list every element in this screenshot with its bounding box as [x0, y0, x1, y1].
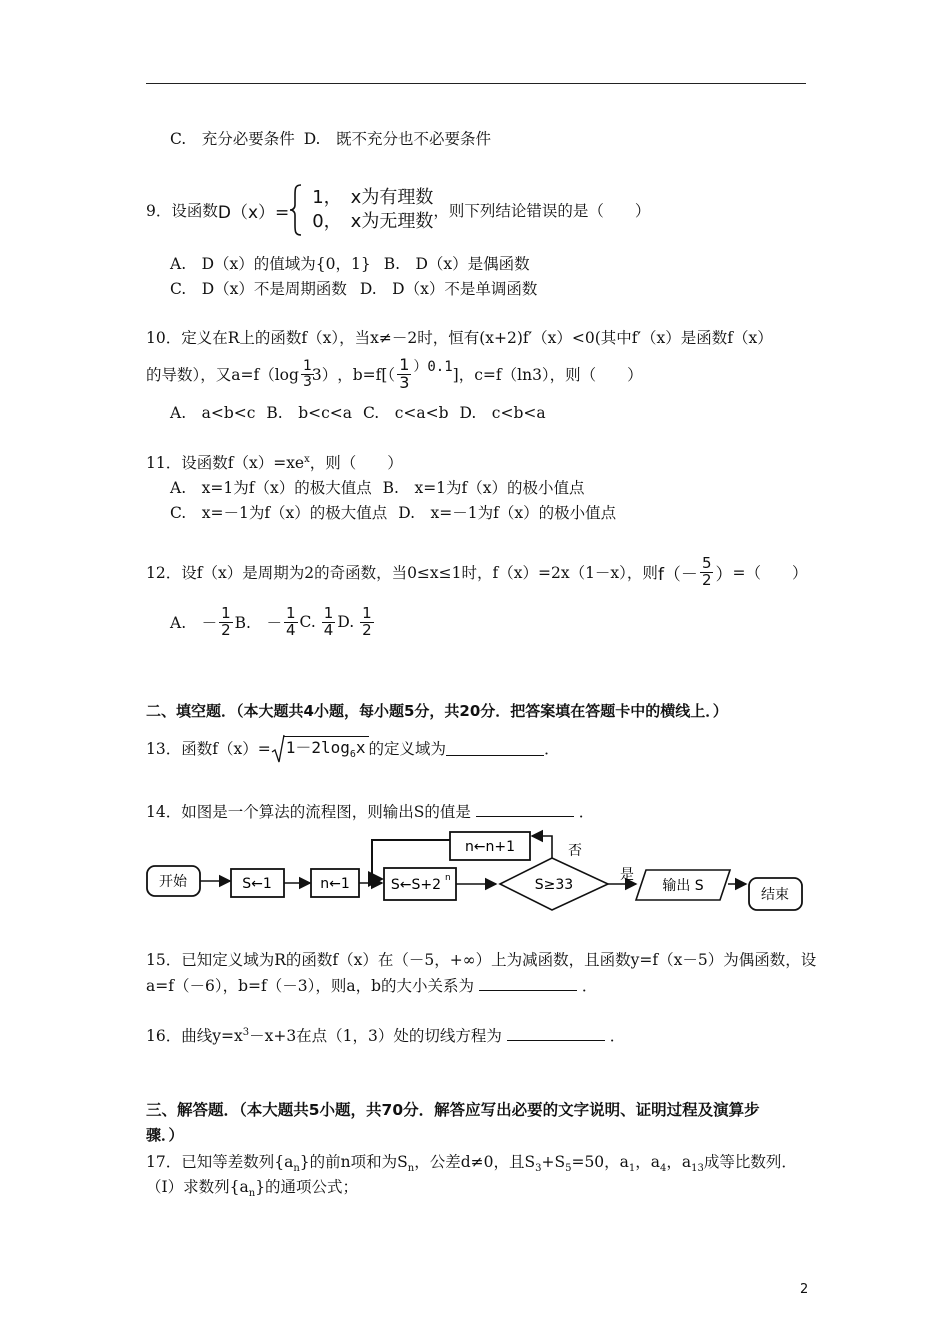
q11-sup: x — [304, 453, 310, 465]
q17-t2: }的前n项和为S — [299, 1153, 408, 1171]
q11-options-row2 — [170, 501, 616, 523]
q10-pow-num: 1 — [399, 354, 410, 374]
q13-suffix: 的定义域为 — [368, 740, 447, 758]
q10-option-b: B. b<c<a — [266, 404, 353, 422]
q11-option-a: A. x=1为f（x）的极大值点 — [170, 479, 372, 497]
flow-no-label: 否 — [568, 843, 582, 859]
q12-stem — [146, 552, 807, 592]
q15-answer-blank[interactable] — [479, 976, 577, 991]
q17-sub-a1: 1 — [628, 1163, 636, 1175]
q17-t1: 17．已知等差数列{a — [146, 1153, 294, 1171]
q9-option-d: D. D（x）不是单调函数 — [359, 280, 538, 298]
q12-option-b-label: B. － — [234, 614, 282, 632]
q17-part1-a: （Ⅰ）求数列{a — [146, 1178, 249, 1196]
q12-option-a-label: A. － — [170, 614, 218, 632]
q13-prefix: 13．函数f（x）= — [146, 740, 271, 758]
q8-option-d: D. 既不充分也不必要条件 — [303, 130, 491, 148]
header-rule — [146, 83, 806, 84]
q17-part1 — [146, 1175, 358, 1199]
q16-prefix: 16．曲线y=x — [146, 1027, 243, 1045]
q14-answer-blank[interactable] — [476, 802, 574, 817]
flow-s-update-label: S←S+2 — [390, 877, 442, 893]
flow-arrow-no — [532, 836, 552, 858]
q16-middle: －x+3在点（1，3）处的切线方程为 — [249, 1027, 502, 1045]
q12-option-b-fraction — [284, 603, 298, 639]
q11-stem — [146, 451, 403, 473]
q15-line2 — [146, 974, 597, 996]
flow-n-update-label: n←n+1 — [464, 839, 516, 855]
flow-start-label: 开始 — [159, 874, 187, 890]
q10-log-num: 1 — [302, 357, 312, 374]
q17-sub-a4: 4 — [660, 1163, 667, 1175]
q16-stem — [146, 1024, 625, 1046]
q9-case-1: 1， x为有理数 — [312, 186, 434, 208]
page-number: 2 — [800, 1282, 809, 1297]
q12-d-den: 2 — [362, 620, 372, 639]
q11-option-b: B. x=1为f（x）的极小值点 — [382, 479, 585, 497]
q14-stem-text: 14．如图是一个算法的流程图，则输出S的值是 — [146, 803, 471, 821]
q13-radicand-tail: x — [355, 738, 366, 758]
q14-stem — [146, 800, 594, 822]
q8-option-c: C. 充分必要条件 — [170, 130, 295, 148]
q9-option-a: A. D（x）的值域为{0，1} — [170, 255, 371, 273]
q11-option-c: C. x=－1为f（x）的极大值点 — [170, 504, 388, 522]
flow-s-init-label: S←1 — [242, 876, 272, 892]
q13-radicand — [283, 736, 369, 761]
q10-text-c: ]，c=f（ln3），则（ ） — [452, 366, 643, 384]
q17-sub1: n — [293, 1163, 300, 1175]
q9-stem — [146, 180, 650, 240]
q13-stem — [146, 730, 560, 766]
q17-part1-b: }的通项公式； — [255, 1178, 359, 1196]
q12-f-prefix: f（－ — [657, 564, 698, 585]
q17-t7: ，a — [666, 1153, 692, 1171]
q11-option-d: D. x=－1为f（x）的极小值点 — [398, 504, 617, 522]
q12-option-d-fraction — [360, 603, 374, 639]
q10-pow-den: 3 — [399, 372, 410, 392]
q9-option-c: C. D（x）不是周期函数 — [170, 280, 347, 298]
q16-end: ． — [609, 1027, 626, 1045]
q15-line1: 15．已知定义域为R的函数f（x）在（－5，+∞）上为减函数，且函数y=f（x－5）为偶函数，设 — [146, 951, 817, 969]
q12-f-suffix: ） — [715, 564, 733, 585]
q10-pow-exp: ）0.1 — [413, 359, 453, 375]
q17-line1 — [146, 1150, 797, 1174]
q11-options-row1 — [170, 476, 585, 498]
q9-case-2: 0， x为无理数 — [312, 211, 434, 232]
flowchart — [140, 826, 810, 918]
q10-pow-fraction — [397, 354, 411, 392]
q12-f-den: 2 — [701, 570, 712, 589]
q9-options-row2 — [170, 277, 537, 299]
q12-options — [170, 600, 376, 644]
q12-option-c-label: C. — [299, 613, 316, 631]
q13-sqrt — [271, 735, 369, 760]
q17-sub-a13: 13 — [691, 1163, 704, 1175]
q13-answer-blank[interactable] — [446, 741, 544, 756]
q9-suffix: ，则下列结论错误的是（ ） — [433, 202, 651, 220]
q13-sub: 6 — [349, 749, 356, 761]
q15-line2-text: a=f（－6），b=f（－3），则a，b的大小关系为 — [146, 977, 474, 995]
q15-end: ． — [581, 977, 598, 995]
q12-d-num: 1 — [362, 603, 372, 622]
q14-end: ． — [578, 803, 595, 821]
q13-end: ． — [544, 740, 560, 758]
flow-output-label: 输出 S — [662, 878, 704, 894]
q16-answer-blank[interactable] — [507, 1026, 605, 1041]
q16-sup: 3 — [242, 1026, 250, 1038]
q10-log-den: 3 — [302, 373, 312, 390]
q12-b-num: 1 — [286, 603, 296, 622]
q12-stem-tail: =（ ） — [732, 564, 808, 582]
q12-option-a-fraction — [219, 603, 233, 639]
q9-func: D（x）= — [217, 202, 290, 223]
q10-line2 — [146, 352, 643, 396]
q12-c-den: 4 — [323, 620, 334, 639]
q12-b-den: 4 — [286, 620, 296, 639]
q17-t3: ，公差d≠0，且S — [414, 1153, 536, 1171]
flow-n-init-label: n←1 — [320, 876, 350, 892]
flow-end-label: 结束 — [761, 887, 789, 903]
q12-option-c-fraction — [322, 603, 336, 639]
q9-piecewise — [289, 183, 433, 237]
section-3-title-line2: 骤．） — [146, 1126, 184, 1144]
q10-options — [170, 401, 546, 423]
q9-prefix: 9．设函数 — [146, 202, 218, 220]
q9-option-b: B. D（x）是偶函数 — [383, 255, 530, 273]
q8-options — [170, 127, 491, 149]
q10-option-d: D. c<b<a — [459, 404, 546, 422]
q12-f-num: 5 — [701, 553, 712, 572]
q9-options-row1 — [170, 252, 530, 274]
flow-yes-label: 是 — [620, 867, 634, 883]
q17-t6: ，a — [635, 1153, 661, 1171]
flow-condition-label: S≥33 — [534, 877, 574, 893]
q12-stem-text: 12．设f（x）是周期为2的奇函数，当0≤x≤1时，f（x）=2x（1－x），则 — [146, 564, 658, 582]
q12-c-num: 1 — [323, 603, 334, 622]
q10-option-c: C. c<a<b — [362, 404, 449, 422]
flow-s-update-sup: n — [445, 873, 451, 883]
q17-t8: 成等比数列． — [703, 1153, 797, 1171]
radical-icon — [271, 734, 285, 764]
q17-sub-s3: 3 — [535, 1163, 542, 1175]
q11-stem-text: 11．设函数f（x）=xe — [146, 454, 305, 472]
q17-t5: =50，a — [571, 1153, 629, 1171]
section-2-title: 二、填空题．（本大题共4小题，每小题5分，共20分．把答案填在答题卡中的横线上．） — [146, 702, 728, 720]
q12-a-num: 1 — [221, 603, 231, 622]
left-brace-icon — [289, 183, 303, 237]
q10-option-a: A. a<b<c — [170, 404, 256, 422]
q10-text-a: 的导数），又a=f（log — [146, 366, 299, 384]
q11-stem-tail: ，则（ ） — [309, 454, 403, 472]
q10-line1: 10．定义在R上的函数f（x），当x≠－2时，恒有(x+2)f′（x）<0(其中f′（x）是函数f（x） — [146, 329, 773, 347]
q13-radicand-text: 1－2log — [285, 738, 350, 758]
q17-sub2: n — [407, 1163, 415, 1175]
q17-t4: +S — [541, 1153, 566, 1171]
q12-option-d-label: D. — [337, 613, 355, 631]
q10-text-b: ，b=f[（ — [337, 366, 396, 384]
q12-f-fraction — [700, 553, 714, 589]
q12-a-den: 2 — [221, 620, 231, 639]
section-3-title-line1: 三、解答题．（本大题共5小题，共70分．解答应写出必要的文字说明、证明过程及演算步 — [146, 1101, 760, 1119]
q17-sub-s5: 5 — [565, 1163, 572, 1175]
q10-log-tail: 3） — [311, 366, 338, 384]
q17-part1-sub: n — [248, 1188, 256, 1200]
